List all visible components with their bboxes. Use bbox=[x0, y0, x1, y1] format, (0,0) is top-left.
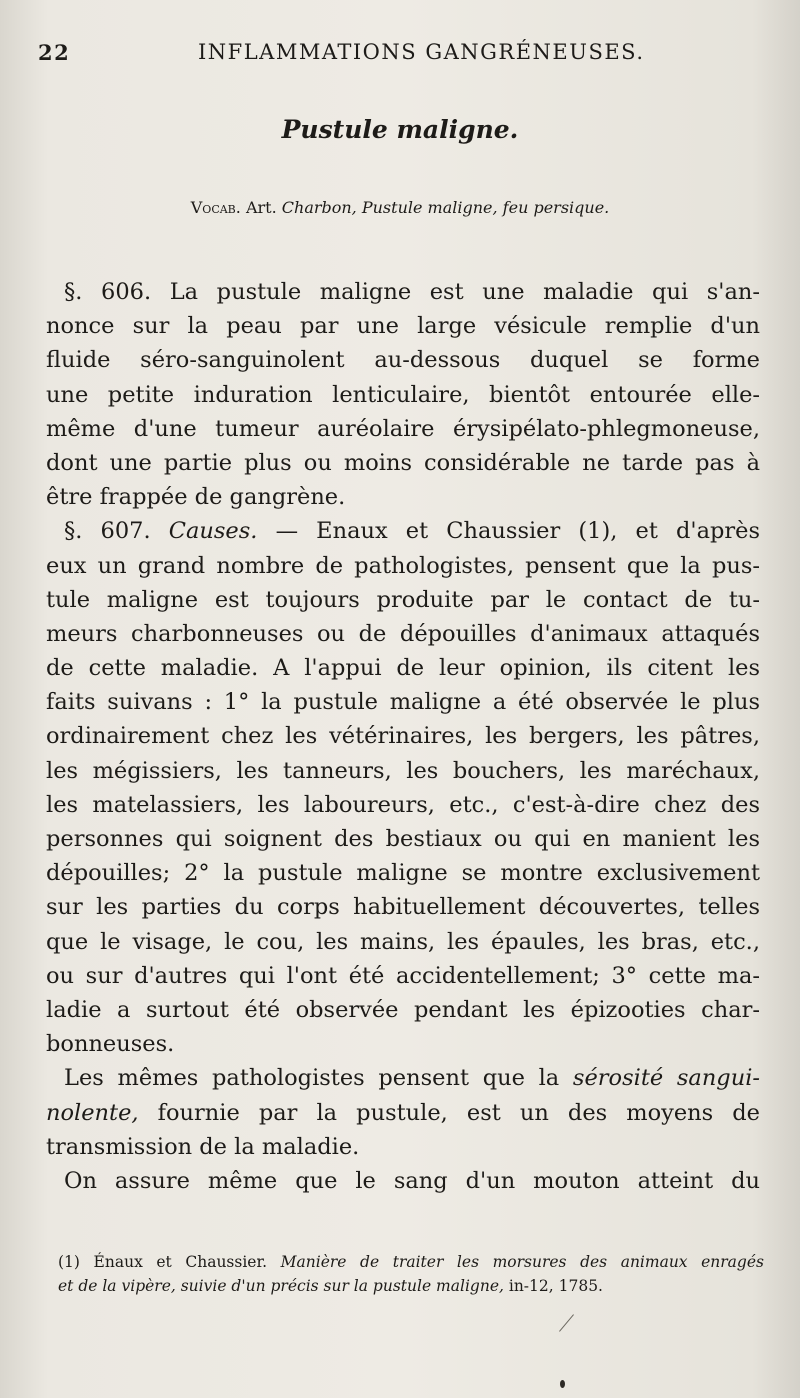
footnote-title: Manière de traiter les morsures des animaux enragés bbox=[280, 1253, 764, 1271]
section-title: Pustule maligne. bbox=[281, 115, 519, 144]
text-line: que le visage, le cou, les mains, les épaules, les bras, etc., bbox=[46, 928, 760, 955]
footnote-title-continued: et de la vipère, suivie d'un précis sur la pustule maligne, bbox=[58, 1277, 504, 1295]
text-line: §. 606. La pustule maligne est une maladie qui s'an- bbox=[64, 279, 760, 305]
footnote-details: in-12, 1785. bbox=[508, 1277, 603, 1295]
vocab-art: Art. bbox=[245, 198, 277, 217]
emphasis-serosite: sérosité sangui- bbox=[572, 1065, 761, 1092]
text-line: être frappée de gangrène. bbox=[46, 484, 346, 511]
footnote-line bbox=[58, 1250, 764, 1274]
vocab-label: Vocab. bbox=[190, 198, 241, 217]
text-line: ou sur d'autres qui l'ont été accidentellement; 3° cette ma- bbox=[46, 962, 760, 989]
line-continuation: — Enaux et Chaussier (1), et d'après bbox=[275, 518, 761, 545]
text-line bbox=[46, 1096, 760, 1130]
text-line: meurs charbonneuses ou de dépouilles d'animaux attaqués bbox=[46, 620, 760, 647]
vocab-terms: Charbon, Pustule maligne, feu persique. bbox=[281, 198, 610, 217]
footnote-authors: Énaux et Chaussier. bbox=[93, 1253, 268, 1271]
text-line: les matelassiers, les laboureurs, etc., c'est-à-dire chez des bbox=[46, 791, 760, 818]
line-start: Les mêmes pathologistes pensent que la bbox=[64, 1065, 560, 1092]
footnote bbox=[58, 1250, 764, 1298]
text-line: même d'une tumeur auréolaire érysipélato-phlegmoneuse, bbox=[46, 415, 760, 442]
text-line: tule maligne est toujours produite par le contact de tu- bbox=[46, 586, 760, 613]
text-line: eux un grand nombre de pathologistes, pensent que la pus- bbox=[46, 552, 760, 579]
text-line: ladie a surtout été observée pendant les épizooties char- bbox=[46, 996, 760, 1023]
text-line: nonce sur la peau par une large vésicule remplie d'un bbox=[46, 313, 760, 340]
page-number: 22 bbox=[38, 40, 71, 65]
body-text bbox=[46, 275, 760, 1198]
ink-dot bbox=[560, 1380, 565, 1388]
text-line: ordinairement chez les vétérinaires, les bergers, les pâtres, bbox=[46, 723, 760, 750]
text-line: On assure même que le sang d'un mouton atteint du bbox=[64, 1167, 760, 1194]
footnote-line bbox=[58, 1274, 764, 1298]
text-line: de cette maladie. A l'appui de leur opinion, ils citent les bbox=[46, 655, 760, 682]
subheading-causes: Causes. bbox=[168, 518, 258, 545]
page-header bbox=[38, 30, 750, 70]
text-line bbox=[46, 1061, 760, 1095]
running-title: INFLAMMATIONS GANGRÉNEUSES. bbox=[198, 40, 645, 64]
text-line: bonneuses. bbox=[46, 1031, 175, 1058]
paragraph-number: §. 607. bbox=[64, 518, 151, 545]
text-line: dont une partie plus ou moins considérable ne tarde pas à bbox=[46, 449, 760, 476]
pencil-mark bbox=[559, 1314, 574, 1331]
text-line bbox=[46, 514, 760, 548]
vocabulary-reference bbox=[0, 198, 800, 217]
text-line: une petite induration lenticulaire, bientôt entourée elle- bbox=[46, 381, 760, 408]
text-line: sur les parties du corps habituellement découvertes, telles bbox=[46, 894, 760, 921]
text-line: fluide séro-sanguinolent au-dessous duquel se forme bbox=[46, 347, 760, 374]
text-line: transmission de la maladie. bbox=[46, 1133, 360, 1160]
text-line: faits suivans : 1° la pustule maligne a été observée le plus bbox=[46, 689, 760, 716]
text-line: personnes qui soignent des bestiaux ou qui en manient les bbox=[46, 826, 760, 852]
footnote-marker: (1) bbox=[58, 1253, 80, 1271]
emphasis-nolente: nolente, bbox=[46, 1099, 139, 1126]
text-line: les mégissiers, les tanneurs, les bouchers, les maréchaux, bbox=[46, 757, 760, 784]
line-continuation: fournie par la pustule, est un des moyens de bbox=[157, 1099, 760, 1126]
text-line: dépouilles; 2° la pustule maligne se montre exclusivement bbox=[46, 860, 760, 887]
